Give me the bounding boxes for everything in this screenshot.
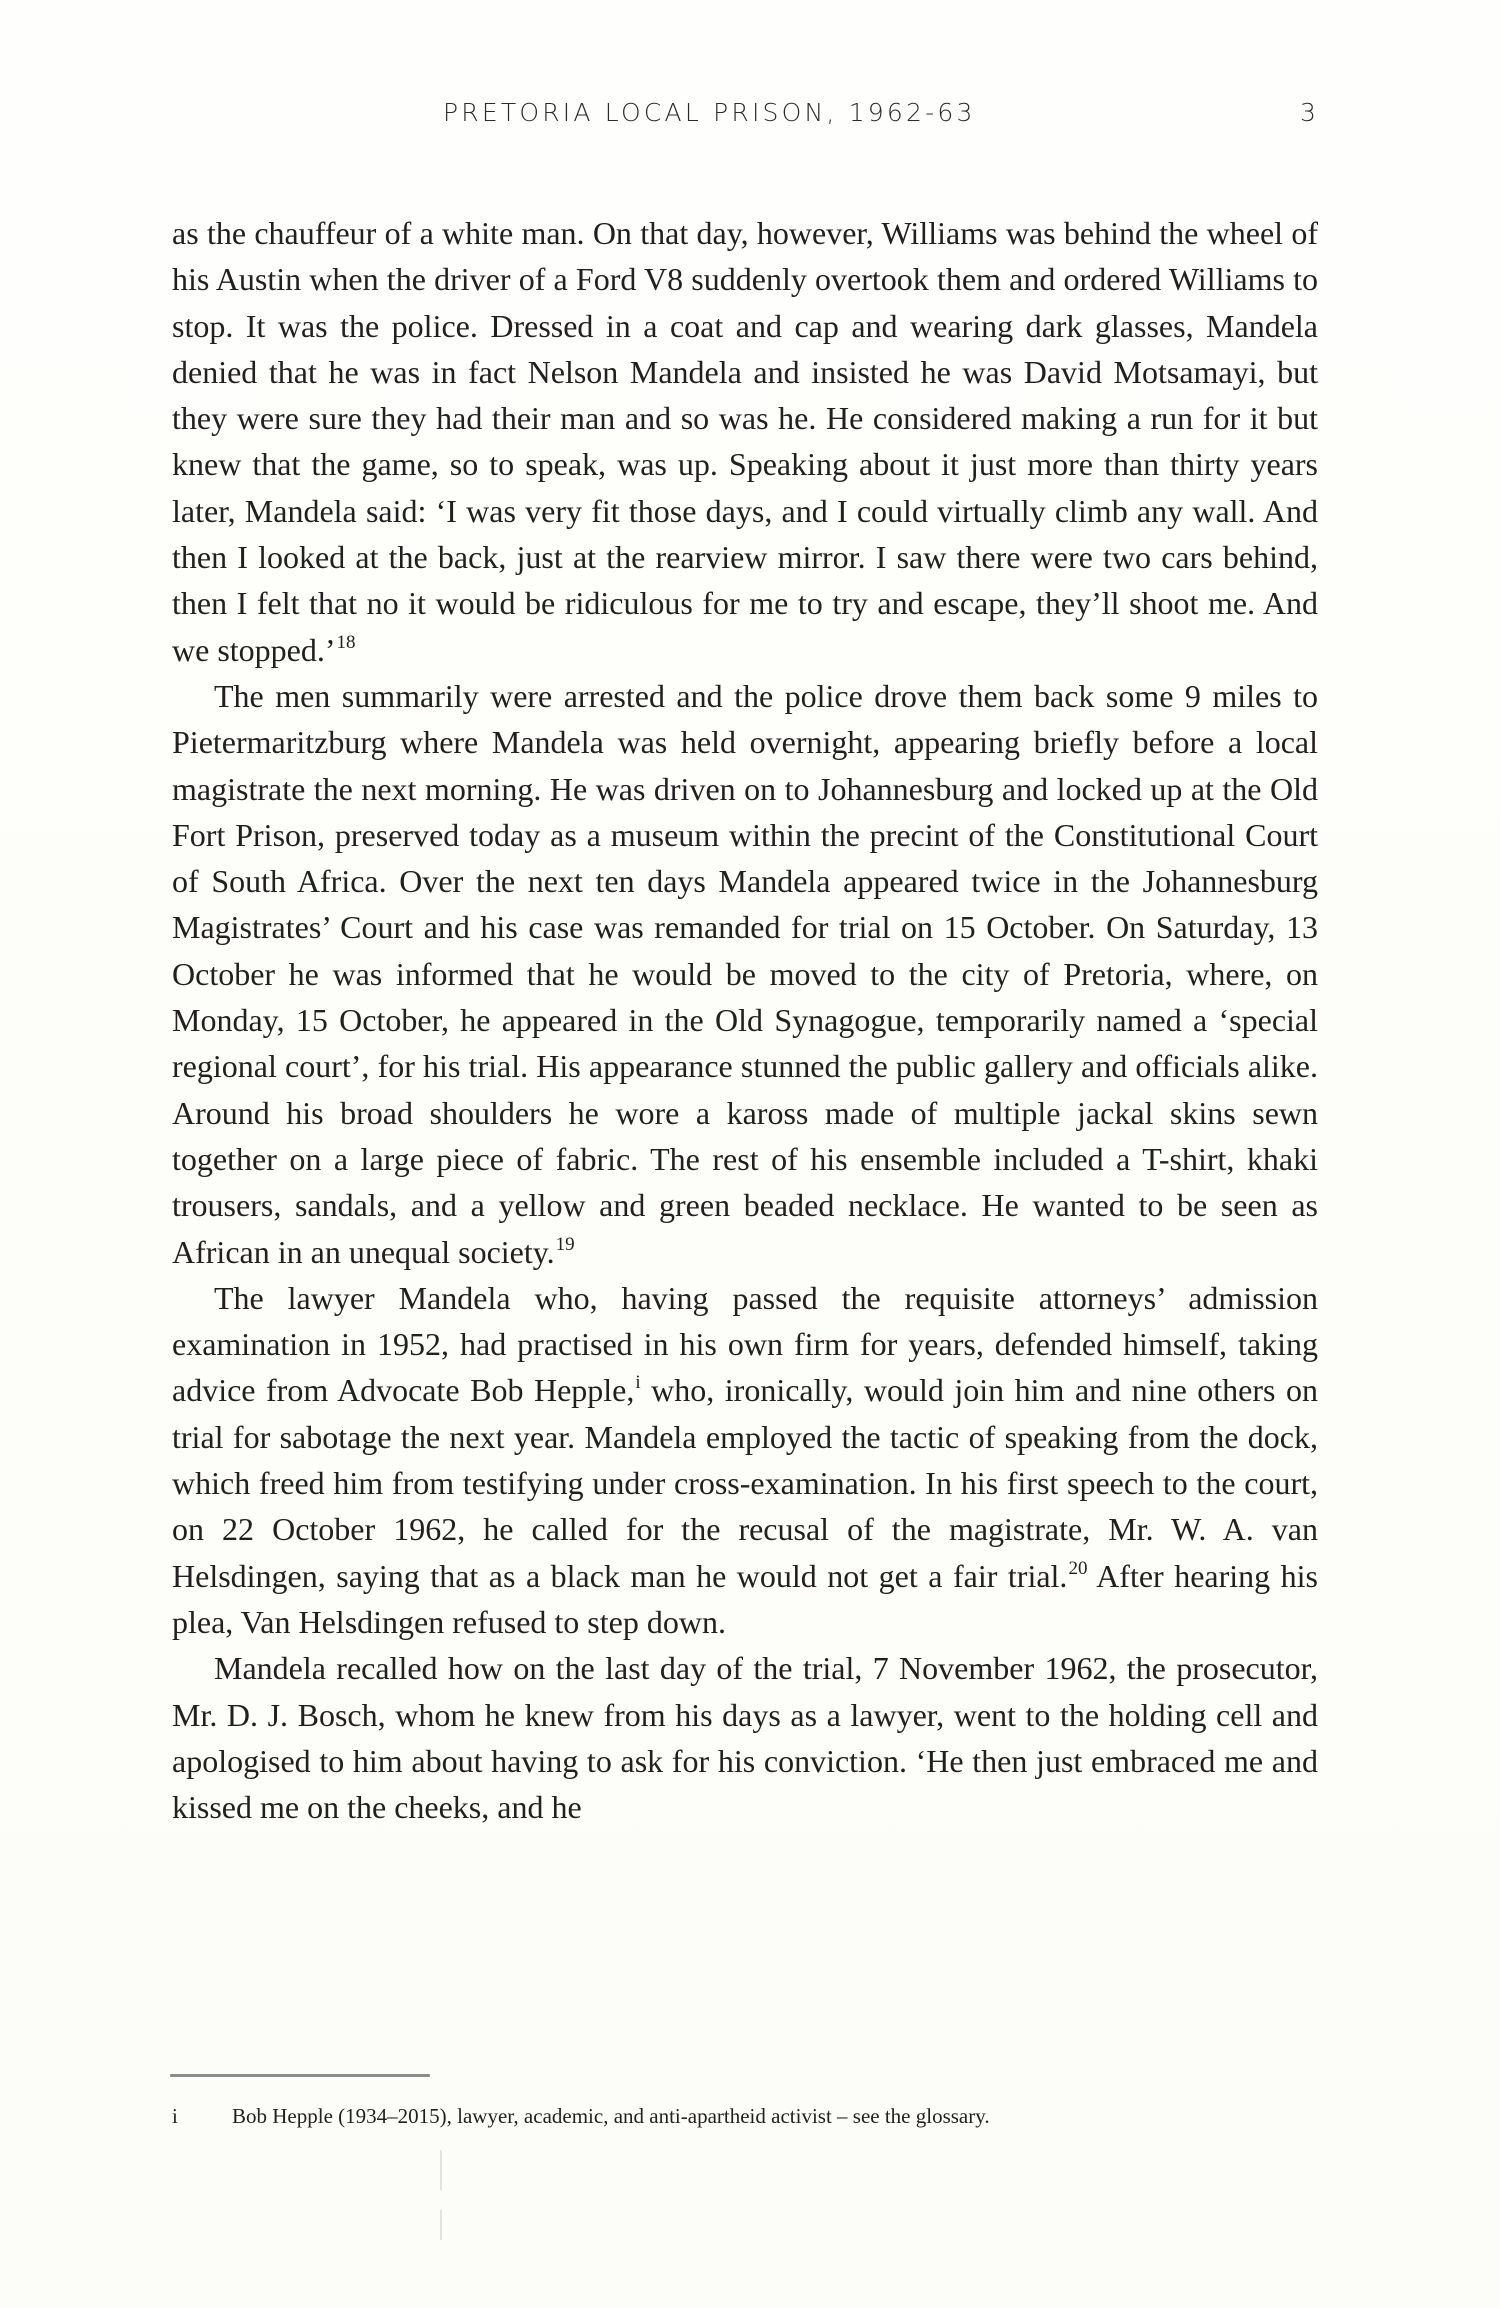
footnote: [172, 2104, 1312, 2129]
paragraph: [172, 673, 1318, 1275]
paragraph-text: The men summarily were arrested and the police drove them back some 9 miles to Pietermaritzburg where Mandela was held overnight, appearing briefly before a local magistrate the next morning. He was driven on to Johannesburg and locked up at the Old Fort Prison, preserved today as a museum within the precint of the Constitutional Court of South Africa. Over the next ten days Mandela appeared twice in the Johannesburg Magistrates’ Court and his case was remanded for trial on 15 October. On Saturday, 13 October he was informed that he would be moved to the city of Pretoria, where, on Monday, 15 October, he appeared in the Old Synagogue, temporarily named a ‘special regional court’, for his trial. His appearance stunned the public gallery and officials alike. Around his broad shoulders he wore a kaross made of multiple jackal skins sewn together on a large piece of fabric. The rest of his ensemble included a T-shirt, khaki trousers, sandals, and a yellow and green beaded necklace. He wanted to be seen as African in an unequal society.: [172, 677, 1318, 1270]
footnote-marker: i: [172, 2104, 178, 2128]
page-number: 3: [1300, 98, 1316, 127]
footnote-reference[interactable]: i: [635, 1372, 641, 1394]
footnote-divider: [170, 2074, 430, 2077]
body-text: [172, 210, 1318, 1830]
paragraph-text: Mandela recalled how on the last day of the trial, 7 November 1962, the prosecutor, Mr. D. J. Bosch, whom he knew from his days as a lawyer, went to the holding cell and apologised to him about having to ask for his conviction. ‘He then just embraced me and kissed me on the cheeks, and he: [172, 1650, 1318, 1826]
scan-artifact: [440, 2210, 442, 2240]
footnote-reference[interactable]: 19: [555, 1233, 575, 1255]
footnote-reference[interactable]: 18: [336, 631, 356, 653]
scan-artifact: [440, 2150, 442, 2190]
footnote-text: Bob Hepple (1934–2015), lawyer, academic, and anti-apartheid activist – see the glossary.: [232, 2104, 990, 2128]
paragraph: [172, 1275, 1318, 1645]
paragraph: [172, 210, 1318, 673]
paragraph-text: as the chauffeur of a white man. On that day, however, Williams was behind the wheel of his Austin when the driver of a Ford V8 suddenly overtook them and ordered Williams to stop. It was the police. Dressed in a coat and cap and wearing dark glasses, Mandela denied that he was in fact Nelson Mandela and insisted he was David Motsamayi, but they were sure they had their man and so was he. He considered making a run for it but knew that the game, so to speak, was up. Speaking about it just more than thirty years later, Mandela said: ‘I was very fit those days, and I could virtually climb any wall. And then I looked at the back, just at the rearview mirror. I saw there were two cars behind, then I felt that no it would be ridiculous for me to try and escape, they’ll shoot me. And we stopped.’: [172, 215, 1318, 668]
paragraph-text: After hearing his plea, Van Helsdingen refused to step down.: [172, 1557, 1319, 1640]
paragraph-text: The lawyer Mandela who, having passed the requisite attorneys’ admission examination in 1952, had practised in his own firm for years, defended himself, taking advice from Advocate Bob Hepple,: [172, 1279, 1318, 1409]
paragraph-text: who, ironically, would join him and nine others on trial for sabotage the next year. Mandela employed the tactic of speaking from the dock, which freed him from testifying under cross-examination. In his first speech to the court, on 22 October 1962, he called for the recusal of the magistrate, Mr. W. A. van Helsdingen, saying that as a black man he would not get a fair trial.: [172, 1372, 1318, 1594]
running-head: PRETORIA LOCAL PRISON, 1962-63: [443, 98, 976, 127]
footnote-reference[interactable]: 20: [1068, 1557, 1088, 1579]
paragraph: [172, 1645, 1318, 1830]
